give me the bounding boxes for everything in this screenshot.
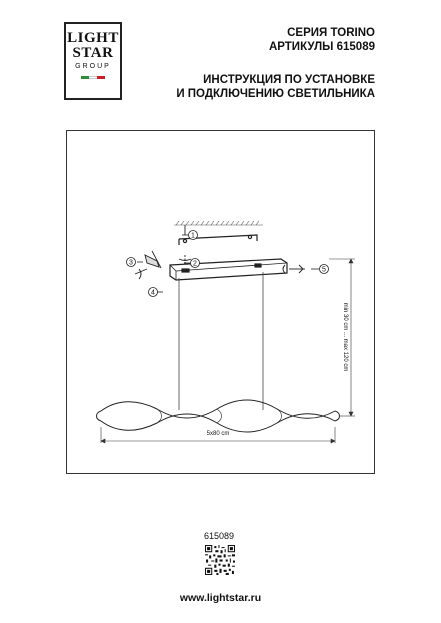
canopy bbox=[170, 259, 287, 280]
ceiling-hatch bbox=[174, 221, 263, 225]
step-5: 5 bbox=[322, 266, 326, 274]
lamp-body bbox=[97, 400, 340, 432]
width-label: 5x80 cm bbox=[206, 431, 230, 437]
product-header bbox=[269, 26, 375, 54]
instruction-title bbox=[176, 73, 375, 101]
article-number: АРТИКУЛЫ 615089 bbox=[268, 41, 375, 53]
step-4: 4 bbox=[151, 289, 155, 297]
footer-article: 615089 bbox=[204, 531, 235, 541]
side-screw-left bbox=[135, 251, 161, 279]
step-1: 1 bbox=[191, 232, 195, 240]
height-dimension bbox=[329, 259, 355, 416]
screw-arrows bbox=[179, 225, 191, 267]
title-line-2: И ПОДКЛЮЧЕНИЮ СВЕТИЛЬНИКА bbox=[176, 88, 375, 100]
suspension-cables bbox=[179, 272, 263, 410]
website-url[interactable]: www.lightstar.ru bbox=[179, 592, 262, 604]
logo-line-light: LIGHT bbox=[67, 30, 119, 46]
lightstar-logo bbox=[64, 22, 122, 100]
installation-diagram bbox=[66, 130, 375, 474]
diagram-drawing bbox=[67, 131, 376, 475]
height-label: min 30 cm ... max 120 cm bbox=[342, 302, 348, 372]
logo-line-star: STAR bbox=[72, 45, 114, 61]
qr-code-icon bbox=[205, 545, 235, 575]
title-line-1: ИНСТРУКЦИЯ ПО УСТАНОВКЕ bbox=[203, 74, 375, 86]
italian-flag-icon bbox=[66, 76, 120, 79]
logo-line-group: GROUP bbox=[75, 63, 111, 70]
series-name: СЕРИЯ TORINO bbox=[287, 27, 375, 39]
step-2: 2 bbox=[193, 260, 197, 268]
step-3: 3 bbox=[129, 259, 133, 267]
